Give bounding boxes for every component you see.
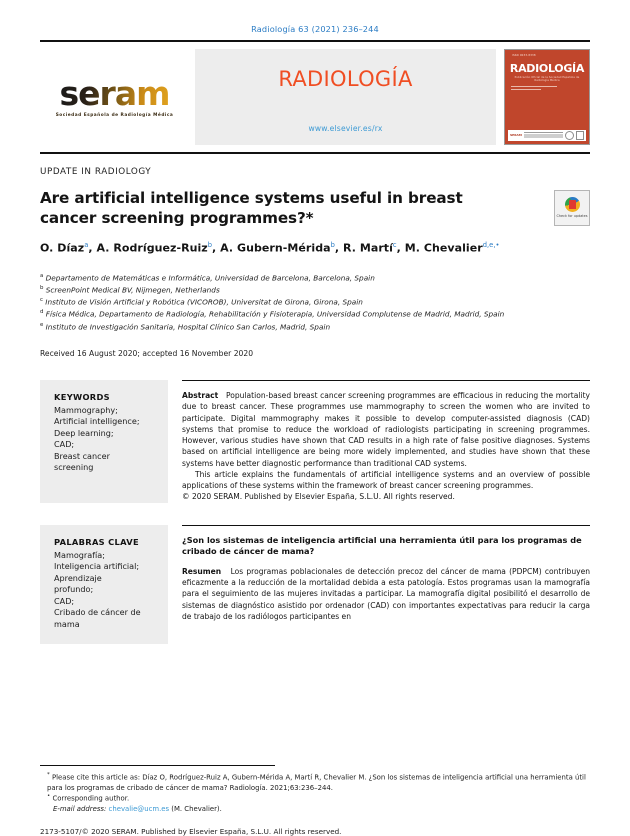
resumen-paragraph-1 xyxy=(182,566,590,622)
affiliation-item xyxy=(40,321,590,333)
abstract-paragraph-1 xyxy=(182,390,590,469)
page-title: Are artificial intelligence systems useful in breast cancer screening programmes?* xyxy=(40,189,463,228)
crossmark-badge[interactable] xyxy=(554,190,590,226)
keyword-item: CAD; xyxy=(54,439,75,450)
affiliation-marker: e xyxy=(40,321,44,328)
affiliation-text: ScreenPoint Medical BV, Nijmegen, Netherlands xyxy=(45,285,220,295)
keyword-item: Cribado de cáncer de xyxy=(54,607,141,618)
keyword-item: Inteligencia artificial; xyxy=(54,561,140,572)
footnotes xyxy=(40,765,590,836)
masthead-bottom-rule xyxy=(40,152,590,154)
footnote-corresponding xyxy=(40,793,590,803)
crossmark-icon xyxy=(565,197,580,212)
affiliation-marker: b xyxy=(40,285,44,292)
issn-copyright-line: 2173-5107/© 2020 SERAM. Published by Elsevier España, S.L.U. All rights reserved. xyxy=(40,827,342,836)
crossmark-label: Check for updates xyxy=(556,214,588,219)
resumen-paragraph-1-text: Los programas poblacionales de detección precoz del cáncer de mama (PDPCM) contribuyen eficazmente a la reducción de la mortalidad debida a esta patología. Estos programas usan la mamografía para el seguimiento de las mujeres invitadas a participar. La mamografía digital posibilitó el desarrollo de sistemas de diagnóstico asistido por ordenador (CAD) con importantes expectativas para reducir la carga de trabajo de los radiólogos participantes en xyxy=(182,566,590,621)
abstract-copyright: © 2020 SERAM. Published by Elsevier España, S.L.U. All rights reserved. xyxy=(182,492,455,502)
keywords-panel-spanish xyxy=(40,525,168,644)
affiliation-item xyxy=(40,308,590,320)
affiliation-item xyxy=(40,272,590,284)
keywords-title: KEYWORDS xyxy=(54,391,110,402)
keyword-item: screening xyxy=(54,462,94,473)
journal-url-link[interactable]: www.elsevier.es/rx xyxy=(308,124,383,133)
abstract-paragraph-2: This article explains the fundamentals of artificial intelligence systems and an overview of possible applications of these systems within the framework of breast cancer screening programmes. xyxy=(182,469,590,491)
keyword-item: Mamografía; xyxy=(54,549,105,560)
cover-footer-seal-icon xyxy=(565,131,574,140)
affiliation-marker: a xyxy=(40,272,44,279)
running-head: Radiología 63 (2021) 236–244 xyxy=(251,24,379,34)
abstract-label: Abstract xyxy=(182,390,219,400)
resumen-label: Resumen xyxy=(182,566,222,576)
seram-logo xyxy=(40,49,195,145)
email-link[interactable]: chevalie@ucm.es xyxy=(108,805,170,813)
affiliation-text: Física Médica, Departamento de Radiología, Rehabilitación y Fisioterapia, Universidad Complutense de Madrid, Madrid, Spain xyxy=(45,309,505,319)
cover-divider-2 xyxy=(511,89,541,90)
abstract-block-english xyxy=(40,380,590,503)
affiliation-item xyxy=(40,284,590,296)
cover-footer-text-block xyxy=(524,132,563,139)
affiliation-marker: d xyxy=(40,309,44,316)
keyword-item: Deep learning; xyxy=(54,427,114,438)
cover-title: RADIOLOGÍA xyxy=(509,62,585,75)
affiliation-item xyxy=(40,296,590,308)
affiliation-text: Instituto de Visión Artificial y Robótica (VICOROB), Universitat de Girona, Girona, Spain xyxy=(45,297,363,307)
spanish-title: ¿Son los sistemas de inteligencia artificial una herramienta útil para los programas de cribado de cáncer de mama? xyxy=(182,534,582,557)
affiliation-text: Departamento de Matemáticas e Informática, Universidad de Barcelona, Barcelona, Spain xyxy=(45,273,375,283)
footnote-marker: • xyxy=(47,792,51,799)
cover-footer-strip xyxy=(508,130,586,141)
keyword-item: profundo; xyxy=(54,584,94,595)
abstract-block-spanish xyxy=(40,525,590,644)
footnote-marker: * xyxy=(47,772,50,779)
cover-footer-logo-icon xyxy=(576,131,584,140)
cover-footer-brand: SERAM xyxy=(510,133,522,137)
abstract-body-english xyxy=(182,380,590,503)
cover-divider-1 xyxy=(511,86,557,87)
journal-banner xyxy=(195,49,496,145)
title-row xyxy=(40,188,590,228)
journal-title: RADIOLOGÍA xyxy=(278,67,413,91)
keywords-title: PALABRAS CLAVE xyxy=(54,536,139,547)
footnote-citation xyxy=(40,772,590,792)
footnote-email xyxy=(40,804,590,814)
keyword-item: Aprendizaje xyxy=(54,572,102,583)
keyword-item: Artificial intelligence; xyxy=(54,416,140,427)
seram-logo-wordmark: seram xyxy=(59,73,170,113)
affiliation-marker: c xyxy=(40,297,43,304)
affiliation-text: Instituto de Investigación Sanitaria, Hospital Clínico San Carlos, Madrid, Spain xyxy=(45,322,331,332)
cover-subtitle: Publicación Oficial de la Sociedad Española de Radiología Médica xyxy=(514,76,580,82)
abstract-body-spanish xyxy=(182,525,590,644)
masthead xyxy=(40,40,590,154)
footnote-rule xyxy=(40,765,275,766)
keyword-item: mama xyxy=(54,618,80,629)
keyword-item: Breast cancer xyxy=(54,450,110,461)
keyword-item: CAD; xyxy=(54,595,75,606)
cover-issn: ISSN 0033-8338 xyxy=(512,54,536,57)
email-owner: (M. Chevalier). xyxy=(171,805,222,813)
keywords-panel-english xyxy=(40,380,168,503)
journal-cover-thumbnail xyxy=(504,49,590,145)
affiliation-list xyxy=(40,272,590,333)
author-list: O. Díaz$^a$, A. Rodríguez-Ruiz$^b$, A. Gubern-Mérida$^b$, R. Martí$^c$, M. Chevalier$^{d,e,•}$ xyxy=(40,241,500,255)
seram-tagline: Sociedad Española de Radiología Médica xyxy=(55,112,174,118)
footnote-corresponding-text: Corresponding author. xyxy=(52,794,130,802)
keyword-item: Mammography; xyxy=(54,404,118,415)
abstract-paragraph-1-text: Population-based breast cancer screening programmes are efficacious in reducing the mortality due to breast cancer. These programmes use mammography to screen the women who are invited to participate. Digital mammography makes it possible to develop computer-assisted diagnosis (CAD) systems that promise to reduce the workload of radiologists participating in screening programmes. However, various studies have shown that CAD results in a high rate of false positive diagnoses. Systems based on artificial intelligence are being more widely implemented, and studies have shown that these systems have better diagnostic performance than traditional CAD systems. xyxy=(182,390,591,468)
article-content xyxy=(40,167,590,644)
section-label: UPDATE IN RADIOLOGY xyxy=(40,167,152,177)
received-accepted-dates: Received 16 August 2020; accepted 16 November 2020 xyxy=(40,348,254,358)
footnote-citation-text: Please cite this article as: Díaz O, Rodríguez-Ruiz A, Gubern-Mérida A, Martí R, Chevalier M. ¿Son los sistemas de inteligencia artificial una herramienta útil para los programas de cribado de cáncer de mama? Radiología. 2021;63:236–244. xyxy=(47,773,586,792)
email-label: E-mail address: xyxy=(53,805,107,813)
